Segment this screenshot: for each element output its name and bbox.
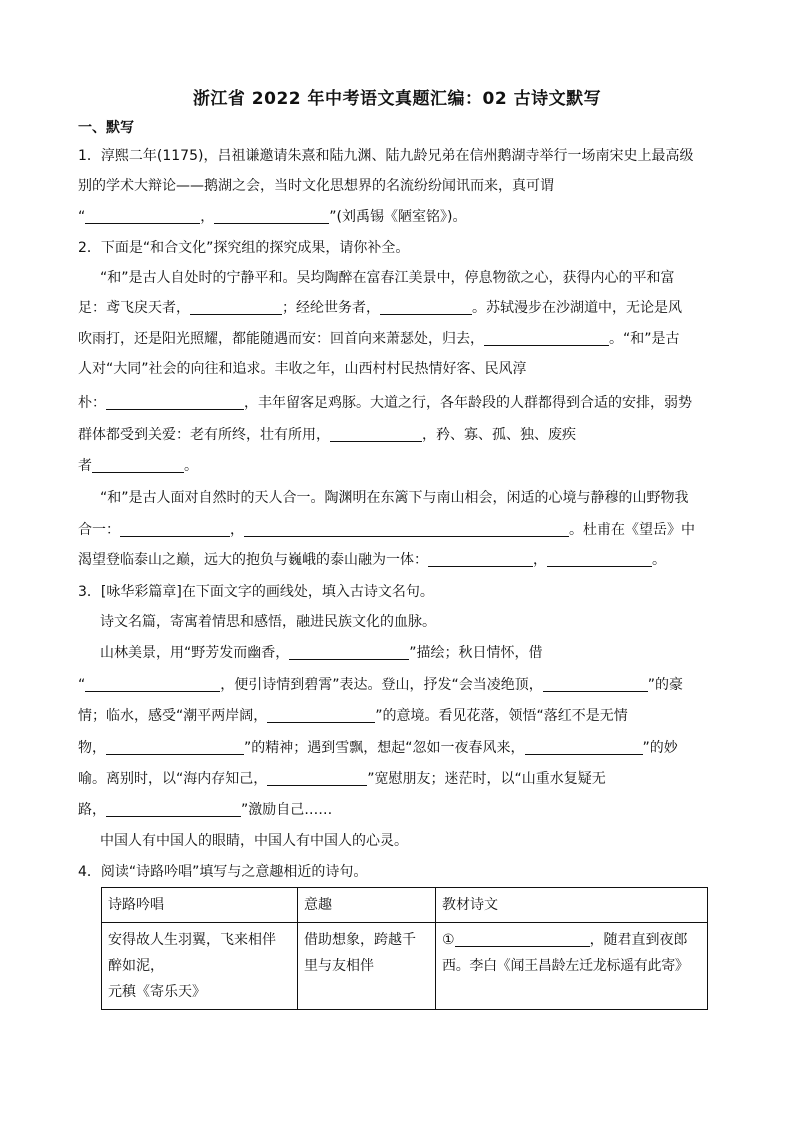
cell-text: 里与友相伴 xyxy=(304,958,374,974)
text-span: 物， xyxy=(78,740,106,756)
text-span: ，丰年留客足鸡豚。大道之行，各年龄段的人群都得到合适的安排，弱势 xyxy=(244,395,692,411)
section-heading: 一、默写 xyxy=(78,120,134,136)
q2-blank-8[interactable] xyxy=(244,520,569,537)
table-cell-poem xyxy=(102,923,298,1010)
text-span: ”的意境。看见花落，领悟“落红不是无情 xyxy=(375,708,628,724)
table-header-cell: 教材诗文 xyxy=(436,888,708,923)
table-header-cell: 诗路吟唱 xyxy=(102,888,298,923)
text-span: 足：鸢飞戾天者， xyxy=(78,300,190,316)
q1-blank-1[interactable] xyxy=(85,207,200,224)
q2-p1-line-e xyxy=(78,391,718,415)
q2-blank-7[interactable] xyxy=(120,520,230,537)
q3-blank-8[interactable] xyxy=(106,800,241,817)
text-span: ， xyxy=(533,552,547,568)
q2-p1-line-f xyxy=(78,423,718,447)
table-row xyxy=(102,923,708,1010)
q2-p1-line-b xyxy=(78,296,718,320)
q3-line-7 xyxy=(78,798,718,822)
text-span: 吹雨打，还是阳光照耀，都能随遇而安：回首向来萧瑟处，归去， xyxy=(78,331,484,347)
q2-p1-line-d: 人对“大同”社会的向往和追求。丰收之年，山西村村民热情好客、民风淳 xyxy=(78,361,527,377)
circled-number: ① xyxy=(442,932,455,948)
text-span: 。“和”是古 xyxy=(609,331,680,347)
q2-blank-2[interactable] xyxy=(380,298,472,315)
text-span: 群体都受到关爱：老有所终，壮有所用， xyxy=(78,427,330,443)
text-span: ；经纶世务者， xyxy=(282,300,380,316)
q4-intro: 4．阅读“诗路吟唱”填写与之意趣相近的诗句。 xyxy=(78,864,368,880)
text-span: ”激励自己…… xyxy=(241,802,333,818)
q2-p1-line-g xyxy=(78,454,718,478)
text-span: ”的妙 xyxy=(642,740,678,756)
q3-blank-3[interactable] xyxy=(543,675,648,692)
q2-blank-10[interactable] xyxy=(547,550,652,567)
page-title: 浙江省 2022 年中考语文真题汇编：02 古诗文默写 xyxy=(192,89,602,109)
cell-text: ，随君直到夜郎 xyxy=(589,932,688,948)
q3-line-2 xyxy=(100,641,720,665)
text-span: 喻。离别时，以“海内存知己， xyxy=(78,771,268,787)
q1-open-quote: “ xyxy=(78,209,86,225)
q3-blank-7[interactable] xyxy=(267,769,367,786)
table-header-cell: 意趣 xyxy=(298,888,436,923)
text-span: 朴： xyxy=(78,395,106,411)
text-span: 渴望登临泰山之巅，远大的抱负与巍峨的泰山融为一体： xyxy=(78,552,428,568)
text-span: 路， xyxy=(78,802,106,818)
q2-blank-3[interactable] xyxy=(484,329,609,346)
q3-blank-2[interactable] xyxy=(85,675,220,692)
text-span: ”的精神；遇到雪飘，想起“忽如一夜春风来， xyxy=(244,740,525,756)
cell-text: 元稹《寄乐天》 xyxy=(108,984,206,1000)
text-span: 合一： xyxy=(78,522,120,538)
cell-text: 西。李白《闻王昌龄左迁龙标遥有此寄》 xyxy=(442,958,689,974)
cell-text: 借助想象，跨越千 xyxy=(304,932,416,948)
text-span: ”描绘；秋日情怀，借 xyxy=(409,645,543,661)
q3-line-3 xyxy=(78,673,718,697)
q2-blank-4[interactable] xyxy=(106,393,244,410)
text-span: ，矜、寡、孤、独、废疾 xyxy=(422,427,576,443)
q3-line-1: 诗文名篇，寄寓着情思和感悟，融进民族文化的血脉。 xyxy=(100,614,436,630)
q1-line-3 xyxy=(78,205,718,229)
q3-line-5 xyxy=(78,736,718,760)
text-span: “ xyxy=(78,677,86,693)
text-span: ， xyxy=(230,522,244,538)
text-span: 。杜甫在《望岳》中 xyxy=(569,522,695,538)
q4-blank-1[interactable] xyxy=(455,930,590,947)
q3-line-4 xyxy=(78,704,718,728)
q2-p1-line-c xyxy=(78,327,718,351)
q1-tail: ”(刘禹锡《陋室铭》)。 xyxy=(329,209,467,225)
text-span: 。 xyxy=(652,552,666,568)
q3-blank-1[interactable] xyxy=(289,643,409,660)
q2-p2-line-c xyxy=(78,548,718,572)
q2-blank-1[interactable] xyxy=(190,298,282,315)
q1-line-2: 别的学术大辩论——鹅湖之会，当时文化思想界的名流纷纷闻讯而来，真可谓 xyxy=(78,178,554,194)
table-header-row xyxy=(102,888,708,923)
q2-blank-6[interactable] xyxy=(92,456,184,473)
q1-blank-2[interactable] xyxy=(214,207,329,224)
q3-line-8: 中国人有中国人的眼睛，中国人有中国人的心灵。 xyxy=(100,833,408,849)
q2-p1-line-a: “和”是古人自处时的宁静平和。吴均陶醉在富春江美景中，停息物欲之心，获得内心的平和富 xyxy=(100,270,675,286)
text-span: ”宽慰朋友；迷茫时，以“山重水复疑无 xyxy=(367,771,606,787)
q3-blank-4[interactable] xyxy=(267,706,375,723)
q3-intro: 3．[咏华彩篇章]在下面文字的画线处，填入古诗文名句。 xyxy=(78,584,434,600)
q2-blank-9[interactable] xyxy=(428,550,533,567)
text-span: ，便引诗情到碧霄”表达。登山，抒发“会当凌绝顶， xyxy=(220,677,543,693)
table-cell-textbook xyxy=(436,923,708,1010)
text-span: 情；临水，感受“潮平两岸阔， xyxy=(78,708,268,724)
cell-text: 安得故人生羽翼，飞来相伴 xyxy=(108,932,276,948)
q1-comma: ， xyxy=(200,209,215,225)
q3-blank-6[interactable] xyxy=(525,738,643,755)
text-span: 山林美景，用“野芳发而幽香， xyxy=(100,645,290,661)
q3-line-6 xyxy=(78,767,718,791)
text-span: 。 xyxy=(184,458,198,474)
q2-p2-line-b xyxy=(78,518,718,542)
text-span: 者 xyxy=(78,458,92,474)
q3-blank-5[interactable] xyxy=(106,738,244,755)
q2-blank-5[interactable] xyxy=(330,425,422,442)
q2-p2-line-a: “和”是古人面对自然时的天人合一。陶渊明在东篱下与南山相会，闲适的心境与静穆的山野物我 xyxy=(100,490,689,506)
text-span: ”的豪 xyxy=(647,677,684,693)
q1-line-1: 1．淳熙二年(1175)，吕祖谦邀请朱熹和陆九渊、陆九龄兄弟在信州鹅湖寺举行一场南宋史上最高级 xyxy=(78,148,694,164)
cell-text xyxy=(442,927,701,953)
q2-intro: 2．下面是“和合文化”探究组的探究成果，请你补全。 xyxy=(78,240,410,256)
cell-text: 醉如泥， xyxy=(108,958,164,974)
table-cell-meaning xyxy=(298,923,436,1010)
text-span: 。苏轼漫步在沙湖道中，无论是风 xyxy=(472,300,682,316)
poem-table xyxy=(101,887,708,1010)
